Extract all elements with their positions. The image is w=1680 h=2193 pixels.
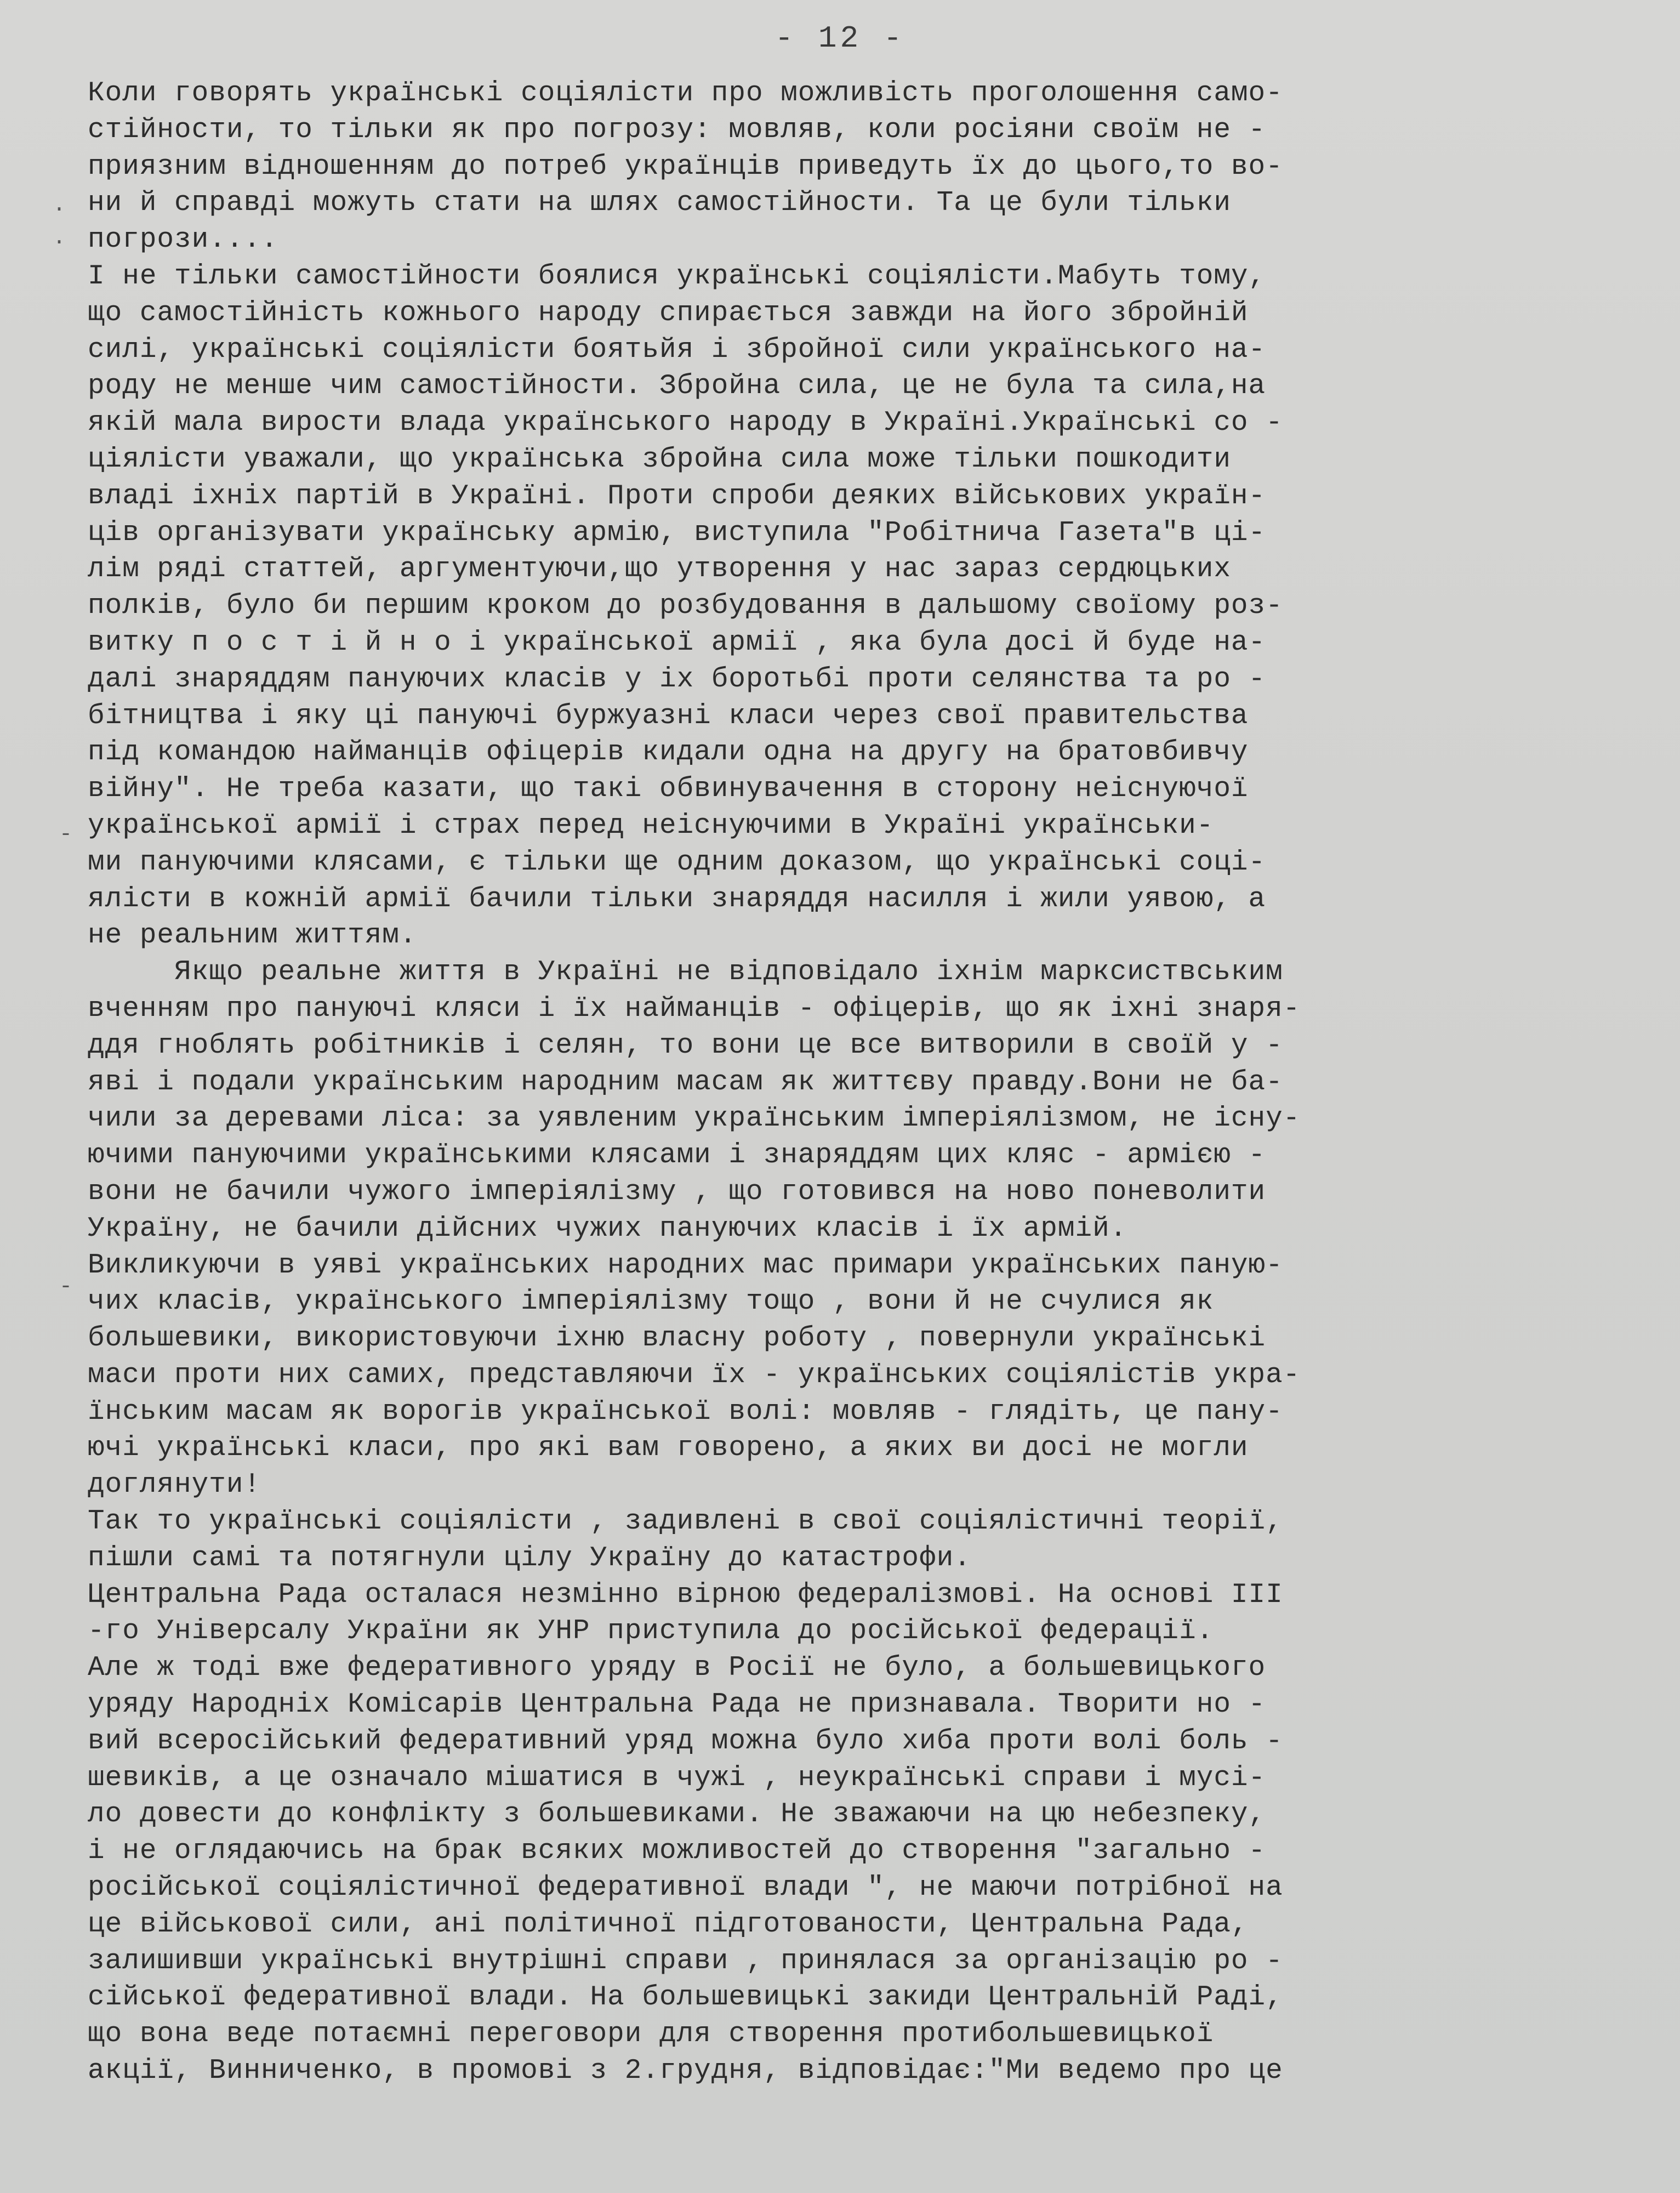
text-line: витку п о с т і й н о і української армії , яка була досі й буде на- [88, 627, 1266, 658]
text-line: І не тільки самостійности боялися українські соціялісти.Мабуть тому, [88, 260, 1266, 292]
text-line: що самостійність кожнього народу спирається завжди на його збройній [88, 297, 1249, 329]
text-line: залишивши українські внутрішні справи , принялася за організацію ро - [88, 1945, 1283, 1977]
text-line: Але ж тоді вже федеративного уряду в Росії не було, а большевицького [88, 1652, 1266, 1684]
text-line: української армії і страх перед неіснуючими в Україні українськи- [88, 810, 1214, 842]
text-line: ючими пануючими українськими клясами і знаряддям цих кляс - армією - [88, 1140, 1266, 1172]
text-line: ддя гноблять робітників і селян, то вони це все витворили в своїй у - [88, 1030, 1283, 1061]
text-line: ялісти в кожній армії бачили тільки знаряддя насилля і жили уявою, а [88, 883, 1266, 915]
margin-dash: - [59, 1275, 73, 1299]
text-line: маси проти них самих, представляючи їх - українських соціялістів укра- [88, 1359, 1301, 1391]
text-line: якій мала вирости влада українського народу в Україні.Українські со - [88, 407, 1283, 439]
text-line: російської соціялістичної федеративної влади ", не маючи потрібної на [88, 1872, 1283, 1904]
text-line: приязним відношенням до потреб українців приведуть їх до цього,то во- [88, 151, 1283, 183]
margin-dot: · [53, 230, 66, 255]
text-line: що вона веде потаємні переговори для створення протибольшевицької [88, 2019, 1214, 2050]
text-line: не реальним життям. [88, 920, 417, 952]
text-line: уряду Народніх Комісарів Центральна Рада не признавала. Творити но - [88, 1689, 1266, 1721]
text-line: -го Універсалу України як УНР приступила до російської федерації. [88, 1616, 1214, 1647]
text-line: ло довести до конфлікту з большевиками. Не зважаючи на цю небезпеку, [88, 1799, 1266, 1831]
text-line: вченням про пануючі кляси і їх найманців - офіцерів, що як іхні знаря- [88, 993, 1301, 1025]
text-line: Викликуючи в уяві українських народних мас примари українських паную- [88, 1249, 1283, 1281]
text-line: ців організувати українську армію, виступила "Робітнича Газета"в ці- [88, 517, 1266, 549]
text-line: яві і подали українським народним масам як життєву правду.Вони не ба- [88, 1066, 1283, 1098]
text-line: Центральна Рада осталася незмінно вірною федералізмові. На основі III [88, 1579, 1283, 1611]
text-line: ми пануючими клясами, є тільки ще одним доказом, що українські соці- [88, 846, 1266, 878]
text-line: лім ряді статтей, аргументуючи,що утворення у нас зараз сердюцьких [88, 554, 1231, 586]
text-line: сійської федеративної влади. На большевицькі закиди Центральній Раді, [88, 1982, 1283, 2014]
text-line: бітництва і яку ці пануючі буржуазні класи через свої правительства [88, 700, 1249, 732]
margin-dash: - [59, 822, 73, 847]
text-line: далі знаряддям пануючих класів у іх боротьбі проти селянства та ро - [88, 663, 1266, 695]
text-line: вий всеросійський федеративний уряд можна було хиба проти волі боль - [88, 1725, 1283, 1757]
text-line: стійности, то тільки як про погрозу: мовляв, коли росіяни своїм не - [88, 114, 1266, 146]
text-line: це військової сили, ані політичної підготованости, Центральна Рада, [88, 1908, 1249, 1940]
text-line: полків, було би першим кроком до розбудовання в дальшому своїому роз- [88, 590, 1283, 622]
text-line: ціялісти уважали, що українська збройна сила може тільки пошкодити [88, 444, 1231, 475]
page-number: - 12 - [774, 21, 906, 56]
text-line: шевиків, а це означало мішатися в чужі , неукраїнські справи і мусі- [88, 1762, 1266, 1794]
text-line: погрози.... [88, 224, 278, 256]
text-line: чих класів, українського імперіялізму тощо , вони й не счулися як [88, 1286, 1214, 1318]
text-line: доглянути! [88, 1469, 261, 1501]
text-line: чили за деревами ліса: за уявленим українським імперіялізмом, не існу- [88, 1103, 1301, 1135]
text-line: ни й справді можуть стати на шлях самостійности. Та це були тільки [88, 188, 1231, 219]
text-line: під командою найманців офіцерів кидали одна на другу на братовбивчу [88, 737, 1249, 769]
text-line: владі іхніх партій в Україні. Проти спроби деяких військових україн- [88, 480, 1266, 512]
text-line: Так то українські соціялісти , задивлені в свої соціялістичні теорії, [88, 1506, 1283, 1538]
text-line: акції, Винниченко, в промові з 2.грудня, відповідає:"Ми ведемо про це [88, 2055, 1283, 2087]
text-line: їнським масам як ворогів української волі: мовляв - глядіть, це пану- [88, 1396, 1283, 1428]
text-line: большевики, використовуючи іхню власну роботу , повернули українські [88, 1323, 1266, 1355]
text-line: і не оглядаючись на брак всяких можливостей до створення "загально - [88, 1836, 1266, 1867]
text-line: силі, українські соціялісти боятьйя і збройної сили українського на- [88, 334, 1266, 366]
text-line: вони не бачили чужого імперіялізму , що готовився на ново поневолити [88, 1176, 1266, 1208]
document-body [88, 76, 1611, 2090]
text-line: роду не менше чим самостійности. Збройна сила, це не була та сила,на [88, 371, 1266, 402]
text-line: війну". Не треба казати, що такі обвинувачення в сторону неіснуючої [88, 774, 1249, 805]
text-line: ючі українські класи, про які вам говорено, а яких ви досі не могли [88, 1433, 1249, 1464]
text-line: Україну, не бачили дійсних чужих пануючих класів і їх армій. [88, 1213, 1127, 1245]
text-line: Коли говорять українські соціялісти про можливість проголошення само- [88, 78, 1283, 109]
text-line: Якщо реальне життя в Україні не відповідало іхнім марксиствським [88, 957, 1283, 988]
text-line: пішли самі та потягнули цілу Україну до катастрофи. [88, 1542, 971, 1574]
margin-dot: · [53, 197, 66, 222]
